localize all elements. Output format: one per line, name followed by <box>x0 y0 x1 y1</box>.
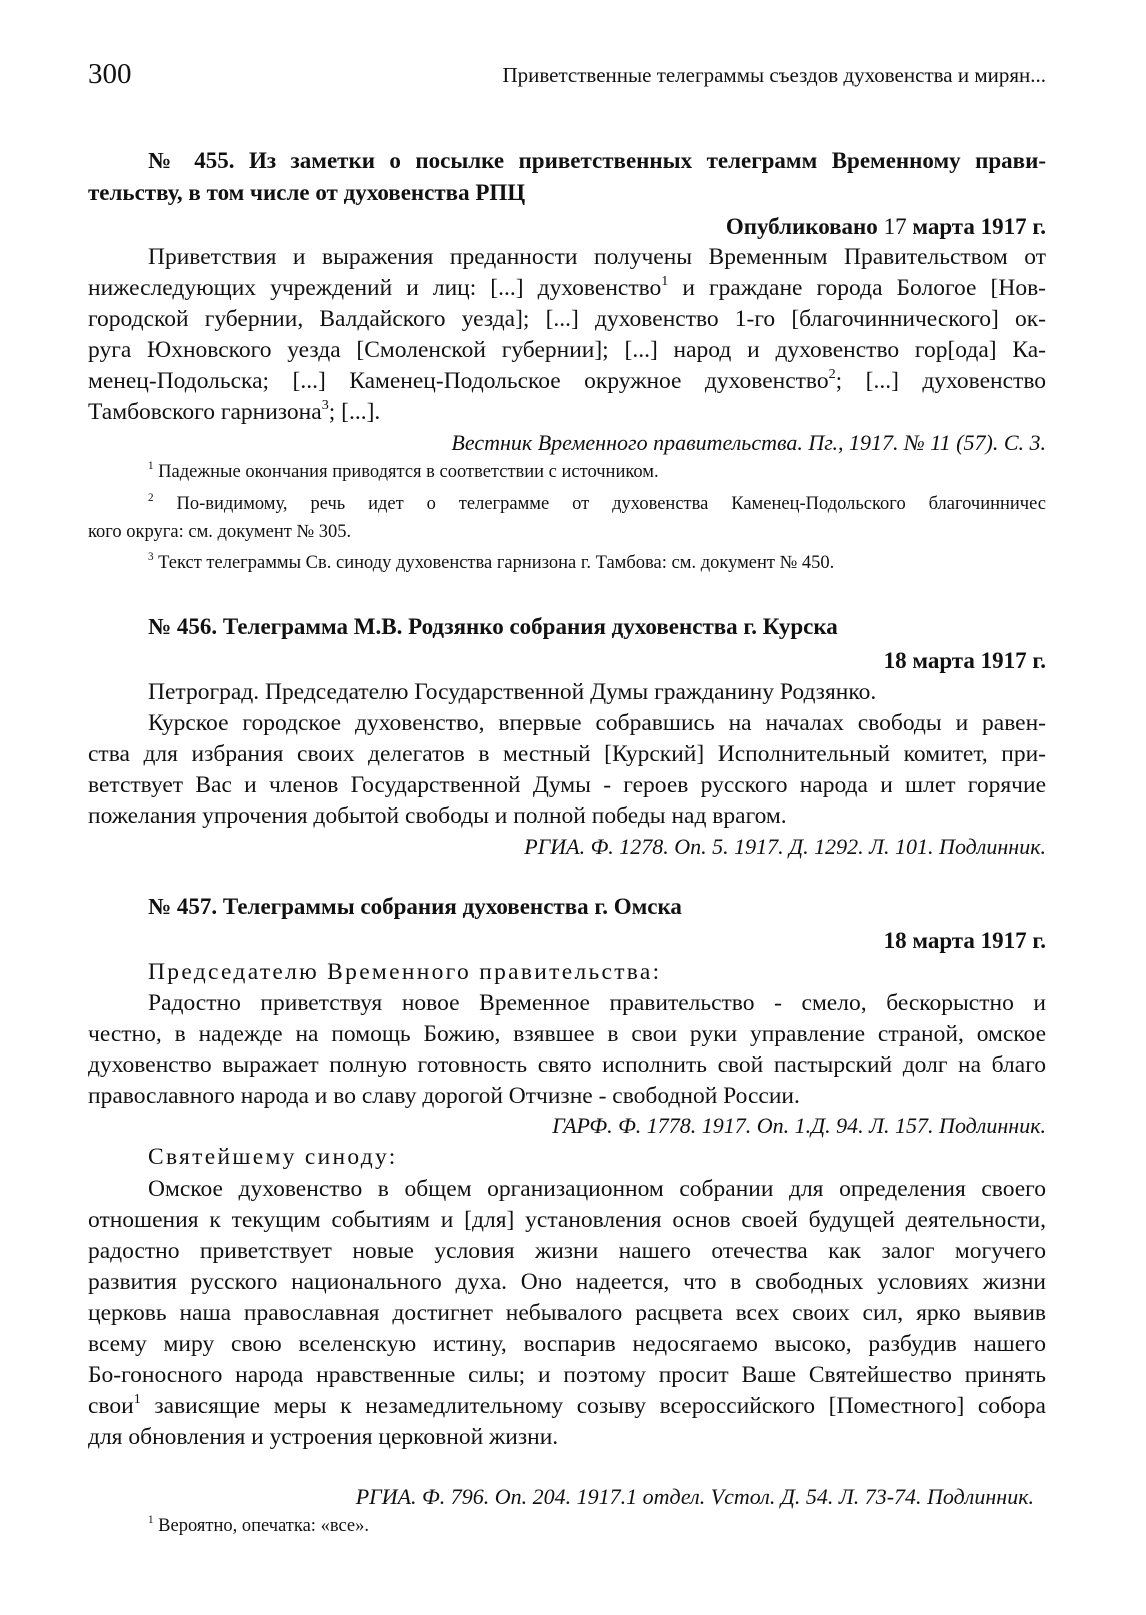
doc457-footnote-1 <box>148 1516 369 1537</box>
footnote-ref: 2 <box>828 366 836 383</box>
paragraph-line <box>88 368 1046 395</box>
paragraph-line: честно, в надежде на помощь Божию, взявшее в свои руки управление страной, омское <box>88 1021 1046 1047</box>
doc455-heading-line2: тельству, в том числе от духовенства РПЦ <box>88 180 526 205</box>
footnote-ref: 3 <box>321 397 329 414</box>
paragraph-line: ства для избрания своих делегатов в местный [Курский] Исполнительный комитет, при- <box>88 741 1046 767</box>
line-text: менец-Подольска; [...] Каменец-Подольское окружное духовенство <box>88 368 829 394</box>
paragraph-line: Бо-гоносного народа нравственные силы; и поэтому просит Ваше Святейшество принять <box>88 1362 1046 1388</box>
doc455-footnote-1 <box>148 462 659 483</box>
doc455-heading-line1: № 455. Из заметки о посылке приветственных телеграмм Временному прави- <box>148 148 1046 173</box>
doc457-telegram2-source: РГИА. Ф. 796. Оп. 204. 1917.1 отдел. Vстол. Д. 54. Л. 73-74. Подлинник. <box>355 1484 1034 1509</box>
doc455-footnote-2 <box>88 494 1046 515</box>
footnote-mark: 2 <box>148 492 154 505</box>
line-text: и граждане города Бологое [Нов- <box>668 275 1046 301</box>
line-text: нижеследующих учреждений и лиц: [...] духовенство <box>88 275 662 301</box>
paragraph-line: радостно приветствует новые условия жизни нашего отечества как залог могучего <box>88 1238 1046 1264</box>
doc456-heading: № 456. Телеграмма М.В. Родзянко собрания духовенства г. Курска <box>148 614 838 639</box>
footnote-ref: 1 <box>133 1391 141 1408</box>
paragraph-line: православного народа и во славу дорогой Отчизне - свободной России. <box>88 1083 800 1109</box>
paragraph-line <box>88 399 1046 426</box>
footnote-text: Текст телеграммы Св. синоду духовенства гарнизона г. Тамбова: см. документ № 450. <box>158 553 835 573</box>
doc455-date-prefix: Опубликовано <box>725 214 878 239</box>
footnote-mark: 1 <box>148 1514 154 1527</box>
paragraph-line: ветствует Вас и членов Государственной Думы - героев русского народа и шлет горячие <box>88 772 1046 798</box>
paragraph-line: городской губернии, Валдайского уезда]; [...] духовенство 1-го [благочиннического] ок- <box>88 306 1046 332</box>
paragraph-line <box>88 1393 1046 1420</box>
doc457-date: 18 марта 1917 г. <box>883 928 1046 953</box>
doc456-source: РГИА. Ф. 1278. Оп. 5. 1917. Д. 1292. Л. 101. Подлинник. <box>524 834 1046 859</box>
doc455-date-day: 17 <box>883 214 907 239</box>
doc457-telegram1-source: ГАРФ. Ф. 1778. 1917. Оп. 1.Д. 94. Л. 157. Подлинник. <box>552 1113 1046 1138</box>
paragraph-line: Радостно приветствуя новое Временное правительство - смело, бескорыстно и <box>148 990 1046 1016</box>
line-text: свои <box>88 1393 134 1419</box>
doc456-address: Петроград. Председателю Государственной Думы гражданину Родзянко. <box>148 679 877 705</box>
doc457-telegram2-addressee: Святейшему синоду: <box>148 1144 398 1170</box>
doc455-source: Вестник Временного правительства. Пг., 1917. № 11 (57). С. 3. <box>451 430 1046 455</box>
footnote-ref: 1 <box>661 273 669 290</box>
paragraph-line: пожелания упрочения добытой свободы и полной победы над врагом. <box>88 803 787 829</box>
line-text: ; [...] духовенство <box>835 368 1047 394</box>
doc455-date <box>726 214 1046 240</box>
doc456-date: 18 марта 1917 г. <box>883 648 1046 673</box>
paragraph-line: отношения к текущим событиям и [для] установления основ своей будущей деятельности, <box>88 1207 1046 1233</box>
doc455-date-rest: марта 1917 г. <box>912 214 1046 239</box>
line-text: ; [...]. <box>328 399 381 425</box>
paragraph-line: Омское духовенство в общем организационном собрании для определения своего <box>148 1176 1046 1202</box>
page-number: 300 <box>88 58 132 90</box>
paragraph-line: для обновления и устроения церковной жизни. <box>88 1424 559 1450</box>
footnote-text: Падежные окончания приводятся в соответствии с источником. <box>158 462 659 482</box>
footnote-text: Вероятно, опечатка: «все». <box>158 1516 369 1536</box>
footnote-mark: 3 <box>148 551 154 564</box>
footnote-mark: 1 <box>148 460 154 473</box>
doc455-footnote-3 <box>148 553 834 574</box>
running-header-title: Приветственные телеграммы съездов духовенства и мирян... <box>502 63 1046 87</box>
paragraph-line: церковь наша православная достигнет небывалого расцвета всех своих сил, ярко выявив <box>88 1300 1046 1326</box>
paragraph-line: Приветствия и выражения преданности получены Временным Правительством от <box>148 244 1046 270</box>
paragraph-line <box>88 275 1046 302</box>
line-text: зависящие меры к незамедлительному созыву всероссийского [Поместного] собора <box>140 1393 1046 1419</box>
footnote-text: По-видимому, речь идет о телеграмме от духовенства Каменец-Подольского благочинничес <box>176 494 1046 514</box>
paragraph-line: развития русского национального духа. Оно надеется, что в свободных условиях жизни <box>88 1269 1046 1295</box>
doc455-footnote-2-continuation: кого округа: см. документ № 305. <box>88 522 352 542</box>
doc457-telegram1-addressee: Председателю Временного правительства: <box>148 959 662 985</box>
line-text: Тамбовского гарнизона <box>88 399 322 425</box>
doc457-heading: № 457. Телеграммы собрания духовенства г. Омска <box>148 894 682 919</box>
paragraph-line: Курское городское духовенство, впервые собравшись на началах свободы и равен- <box>148 710 1046 736</box>
paragraph-line: духовенство выражает полную готовность свято исполнить свой пастырский долг на благо <box>88 1052 1046 1078</box>
paragraph-line: всему миру свою вселенскую истину, воспарив недосягаемо высоко, разбудив нашего <box>88 1331 1046 1357</box>
paragraph-line: руга Юхновского уезда [Смоленской губернии]; [...] народ и духовенство гор[ода] Ка- <box>88 337 1046 363</box>
